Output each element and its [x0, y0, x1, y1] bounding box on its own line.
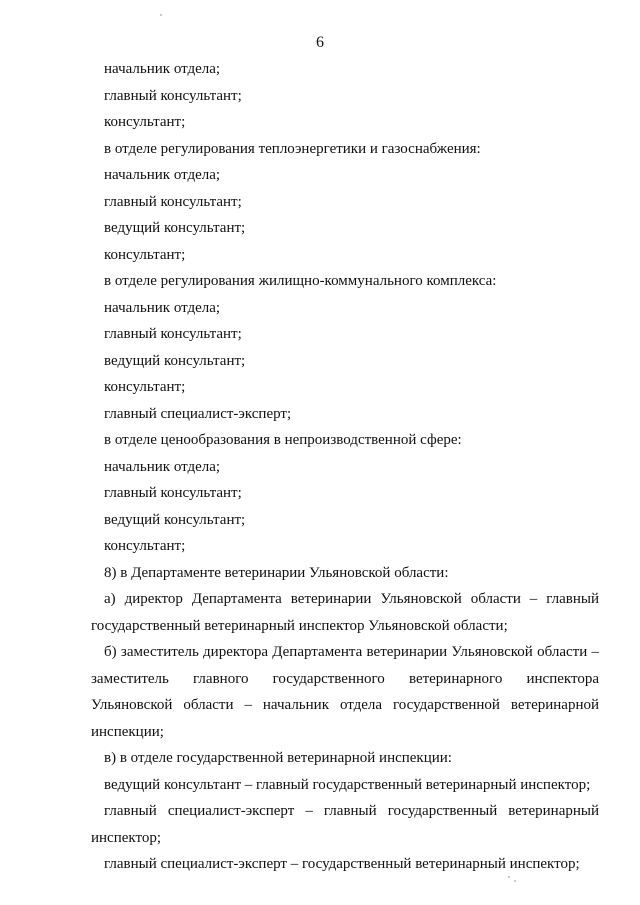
paragraph-item-b: б) заместитель директора Департамента ветеринарии Ульяновской области – заместитель главного государственного ветеринарного инспектора Ульяновской области – начальник отдела государственной ветеринарной инспекции; [91, 644, 599, 740]
text-line: в отделе регулирования жилищно-коммунального комплекса: [104, 273, 497, 289]
text-line: главный специалист-эксперт – государственный ветеринарный инспектор; [104, 856, 580, 872]
text-line: в отделе ценообразования в непроизводственной сфере: [104, 432, 462, 448]
text-line: консультант; [104, 538, 186, 554]
section-heading: 8) в Департаменте ветеринарии Ульяновской области: [104, 564, 449, 581]
text-line: главный консультант; [104, 87, 242, 104]
document-body [91, 56, 599, 878]
text-line: ведущий консультант; [104, 220, 246, 236]
text-line: консультант; [104, 379, 186, 395]
text-line: начальник отдела; [104, 458, 221, 475]
text-line: главный консультант; [104, 193, 242, 210]
text-line: консультант; [104, 246, 186, 263]
text-line: начальник отдела; [104, 299, 221, 316]
scan-speck [508, 876, 510, 878]
scan-speck [160, 14, 162, 16]
text-line: главный консультант; [104, 326, 242, 342]
text-line: начальник отдела; [104, 167, 221, 183]
paragraph-item-a: а) директор Департамента ветеринарии Ульяновской области – главный государственный ветеринарный инспектор Ульяновской области; [91, 591, 599, 634]
text-line: ведущий консультант; [104, 352, 246, 369]
text-line: консультант; [104, 114, 186, 130]
paragraph-item-c: в) в отделе государственной ветеринарной инспекции: [104, 750, 452, 766]
text-line: главный консультант; [104, 485, 242, 501]
text-line: ведущий консультант – главный государственный ветеринарный инспектор; [104, 776, 591, 793]
text-line: в отделе регулирования теплоэнергетики и газоснабжения: [104, 140, 481, 157]
scan-speck [514, 880, 516, 882]
text-line: начальник отдела; [104, 61, 221, 77]
text-line: главный специалист-эксперт – главный государственный ветеринарный инспектор; [91, 803, 599, 846]
text-line: ведущий консультант; [104, 511, 246, 528]
text-line: главный специалист-эксперт; [104, 405, 292, 422]
page-number: 6 [316, 34, 324, 51]
